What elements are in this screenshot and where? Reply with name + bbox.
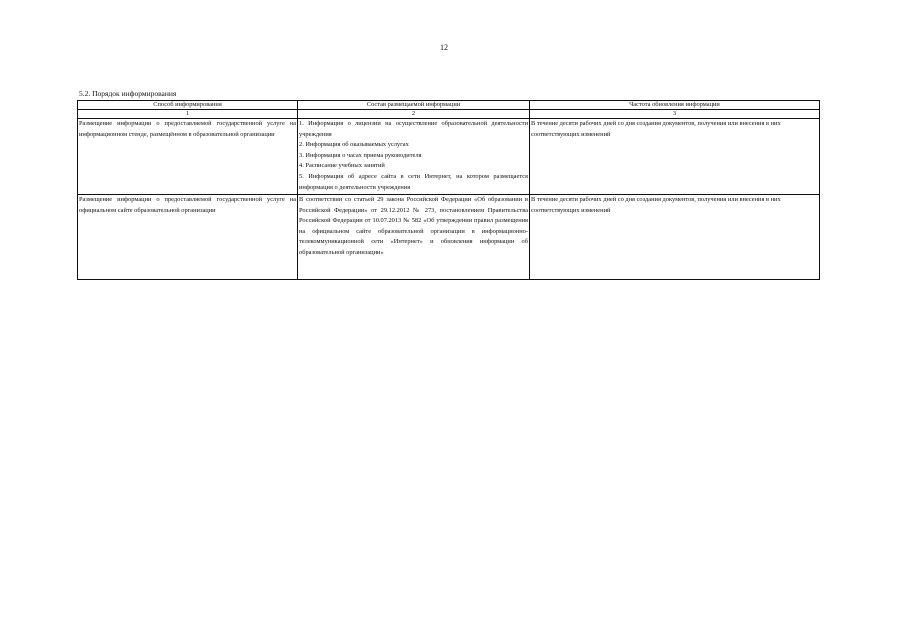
content-cell [298, 119, 530, 195]
column-number-row [78, 110, 820, 119]
method-cell: Размещение информации о предоставляемой государственной услуге на информационном стенде, размещённом в образовательной организации [78, 119, 298, 195]
frequency-cell: В течение десяти рабочих дней со дня создания документов, получения или внесения в них соответствующих изменений [530, 119, 820, 195]
information-table [77, 100, 820, 280]
header-method: Способ информирования [78, 101, 298, 110]
content-item: 4. Расписание учебных занятий [299, 162, 385, 170]
content-item: 2. Информация об оказываемых услугах [299, 141, 409, 149]
content-item: 1. Информация о лицензии на осуществление образовательной деятельности учреждения [299, 120, 528, 138]
content-item: 5. Информация об адресе сайта в сети Интернет, на котором размещается информация о деятельности учреждения [299, 172, 528, 191]
content-cell: В соответствии со статьей 29 закона Российской Федерации «Об образовании в Российской Федерации» от 29.12.2012 № 273, постановлением Правительства Российской Федерации от 10.07.2013 № 582 «Об утверждении правил размещения на официальном сайте образовательной организации в информационно-телекоммуникационной сети «Интернет» и обновления информации об образовательной организации» [298, 195, 530, 280]
table-header-row [78, 101, 820, 110]
table-row [78, 195, 820, 280]
header-content: Состав размещаемой информации [298, 101, 530, 110]
column-number: 1 [78, 110, 298, 119]
header-frequency: Частота обновления информации [530, 101, 820, 110]
content-item: 3. Информация о часах приема руководителя [299, 151, 422, 159]
method-cell: Размещение информации о предоставляемой государственной услуге на официальном сайте образовательной организации [78, 195, 298, 280]
frequency-cell: В течение десяти рабочих дней со дня создания документов, получения или внесения в них соответствующих изменений [530, 195, 820, 280]
column-number: 2 [298, 110, 530, 119]
section-heading: 5.2. Порядок информирования [79, 89, 177, 98]
table-row [78, 119, 820, 195]
page-number: 12 [440, 43, 448, 52]
column-number: 3 [530, 110, 820, 119]
